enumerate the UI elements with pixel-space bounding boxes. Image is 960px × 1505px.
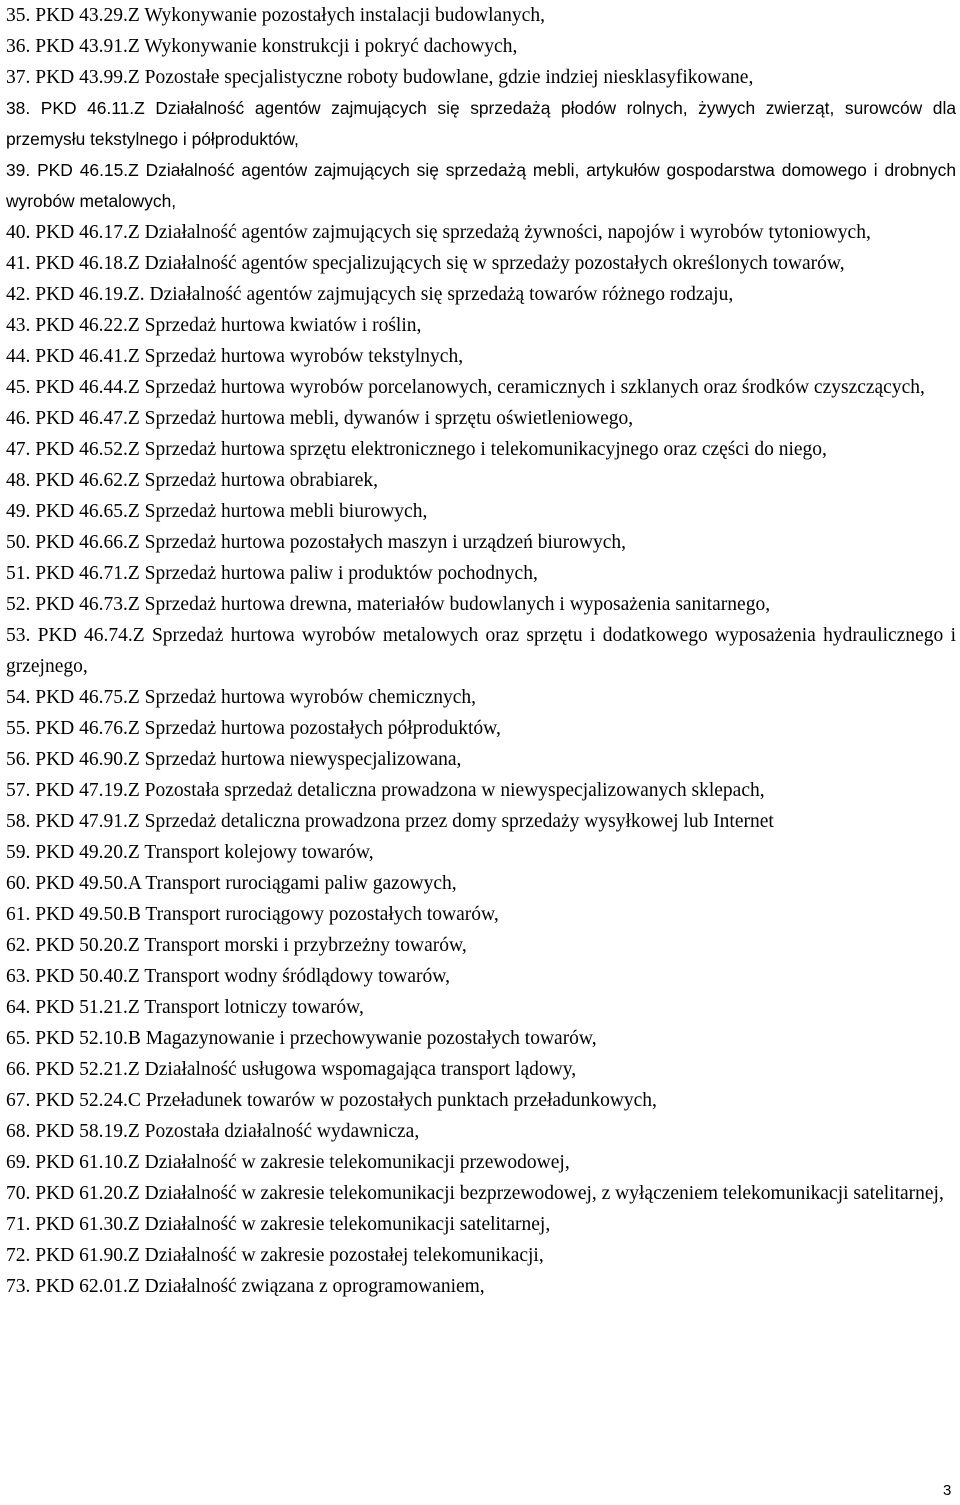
list-item: 43. PKD 46.22.Z Sprzedaż hurtowa kwiatów i roślin, [6, 315, 422, 336]
list-item: 47. PKD 46.52.Z Sprzedaż hurtowa sprzętu elektronicznego i telekomunikacyjnego oraz części do niego, [6, 439, 827, 460]
list-item: 36. PKD 43.91.Z Wykonywanie konstrukcji i pokryć dachowych, [6, 36, 518, 57]
list-item: 55. PKD 46.76.Z Sprzedaż hurtowa pozostałych półproduktów, [6, 718, 501, 739]
list-item: 35. PKD 43.29.Z Wykonywanie pozostałych instalacji budowlanych, [6, 5, 545, 26]
list-item: 38. PKD 46.11.Z Działalność agentów zajmujących się sprzedażą płodów rolnych, żywych zwierząt, surowców dla przemysłu tekstylnego i półproduktów, [6, 98, 956, 149]
list-item: 53. PKD 46.74.Z Sprzedaż hurtowa wyrobów metalowych oraz sprzętu i dodatkowego wyposażenia hydraulicznego i grzejnego, [6, 625, 956, 677]
list-item: 62. PKD 50.20.Z Transport morski i przybrzeżny towarów, [6, 935, 467, 956]
list-item: 50. PKD 46.66.Z Sprzedaż hurtowa pozostałych maszyn i urządzeń biurowych, [6, 532, 627, 553]
list-item: 65. PKD 52.10.B Magazynowanie i przechowywanie pozostałych towarów, [6, 1028, 597, 1049]
list-item: 46. PKD 46.47.Z Sprzedaż hurtowa mebli, dywanów i sprzętu oświetleniowego, [6, 408, 634, 429]
list-item: 66. PKD 52.21.Z Działalność usługowa wspomagająca transport lądowy, [6, 1059, 577, 1080]
list-item: 39. PKD 46.15.Z Działalność agentów zajmujących się sprzedażą mebli, artykułów gospodarstwa domowego i drobnych wyrobów metalowych, [6, 160, 956, 211]
list-item: 45. PKD 46.44.Z Sprzedaż hurtowa wyrobów porcelanowych, ceramicznych i szklanych oraz środków czyszczących, [6, 377, 925, 398]
list-item: 42. PKD 46.19.Z. Działalność agentów zajmujących się sprzedażą towarów różnego rodzaju, [6, 284, 734, 305]
list-item: 72. PKD 61.90.Z Działalność w zakresie pozostałej telekomunikacji, [6, 1245, 544, 1266]
pkd-code-list [6, 0, 956, 1302]
list-item: 60. PKD 49.50.A Transport rurociągami paliw gazowych, [6, 873, 457, 894]
page-number: 3 [943, 1482, 952, 1499]
list-item: 59. PKD 49.20.Z Transport kolejowy towarów, [6, 842, 374, 863]
list-item: 63. PKD 50.40.Z Transport wodny śródlądowy towarów, [6, 966, 450, 987]
list-item: 41. PKD 46.18.Z Działalność agentów specjalizujących się w sprzedaży pozostałych określonych towarów, [6, 253, 845, 274]
list-item: 40. PKD 46.17.Z Działalność agentów zajmujących się sprzedażą żywności, napojów i wyrobów tytoniowych, [6, 222, 871, 243]
list-item: 54. PKD 46.75.Z Sprzedaż hurtowa wyrobów chemicznych, [6, 687, 477, 708]
list-item: 61. PKD 49.50.B Transport rurociągowy pozostałych towarów, [6, 904, 499, 925]
list-item: 64. PKD 51.21.Z Transport lotniczy towarów, [6, 997, 364, 1018]
list-item: 52. PKD 46.73.Z Sprzedaż hurtowa drewna, materiałów budowlanych i wyposażenia sanitarnego, [6, 594, 771, 615]
list-item: 58. PKD 47.91.Z Sprzedaż detaliczna prowadzona przez domy sprzedaży wysyłkowej lub Internet [6, 811, 774, 832]
list-item: 56. PKD 46.90.Z Sprzedaż hurtowa niewyspecjalizowana, [6, 749, 462, 770]
list-item: 37. PKD 43.99.Z Pozostałe specjalistyczne roboty budowlane, gdzie indziej niesklasyfikowane, [6, 67, 754, 88]
list-item: 68. PKD 58.19.Z Pozostała działalność wydawnicza, [6, 1121, 420, 1142]
list-item: 51. PKD 46.71.Z Sprzedaż hurtowa paliw i produktów pochodnych, [6, 563, 538, 584]
list-item: 57. PKD 47.19.Z Pozostała sprzedaż detaliczna prowadzona w niewyspecjalizowanych sklepach, [6, 780, 765, 801]
list-item: 69. PKD 61.10.Z Działalność w zakresie telekomunikacji przewodowej, [6, 1152, 570, 1173]
list-item: 49. PKD 46.65.Z Sprzedaż hurtowa mebli biurowych, [6, 501, 428, 522]
list-item: 70. PKD 61.20.Z Działalność w zakresie telekomunikacji bezprzewodowej, z wyłączeniem telekomunikacji satelitarnej, [6, 1183, 944, 1204]
list-item: 73. PKD 62.01.Z Działalność związana z oprogramowaniem, [6, 1276, 485, 1297]
list-item: 71. PKD 61.30.Z Działalność w zakresie telekomunikacji satelitarnej, [6, 1214, 551, 1235]
list-item: 67. PKD 52.24.C Przeładunek towarów w pozostałych punktach przeładunkowych, [6, 1090, 657, 1111]
list-item: 48. PKD 46.62.Z Sprzedaż hurtowa obrabiarek, [6, 470, 379, 491]
list-item: 44. PKD 46.41.Z Sprzedaż hurtowa wyrobów tekstylnych, [6, 346, 464, 367]
